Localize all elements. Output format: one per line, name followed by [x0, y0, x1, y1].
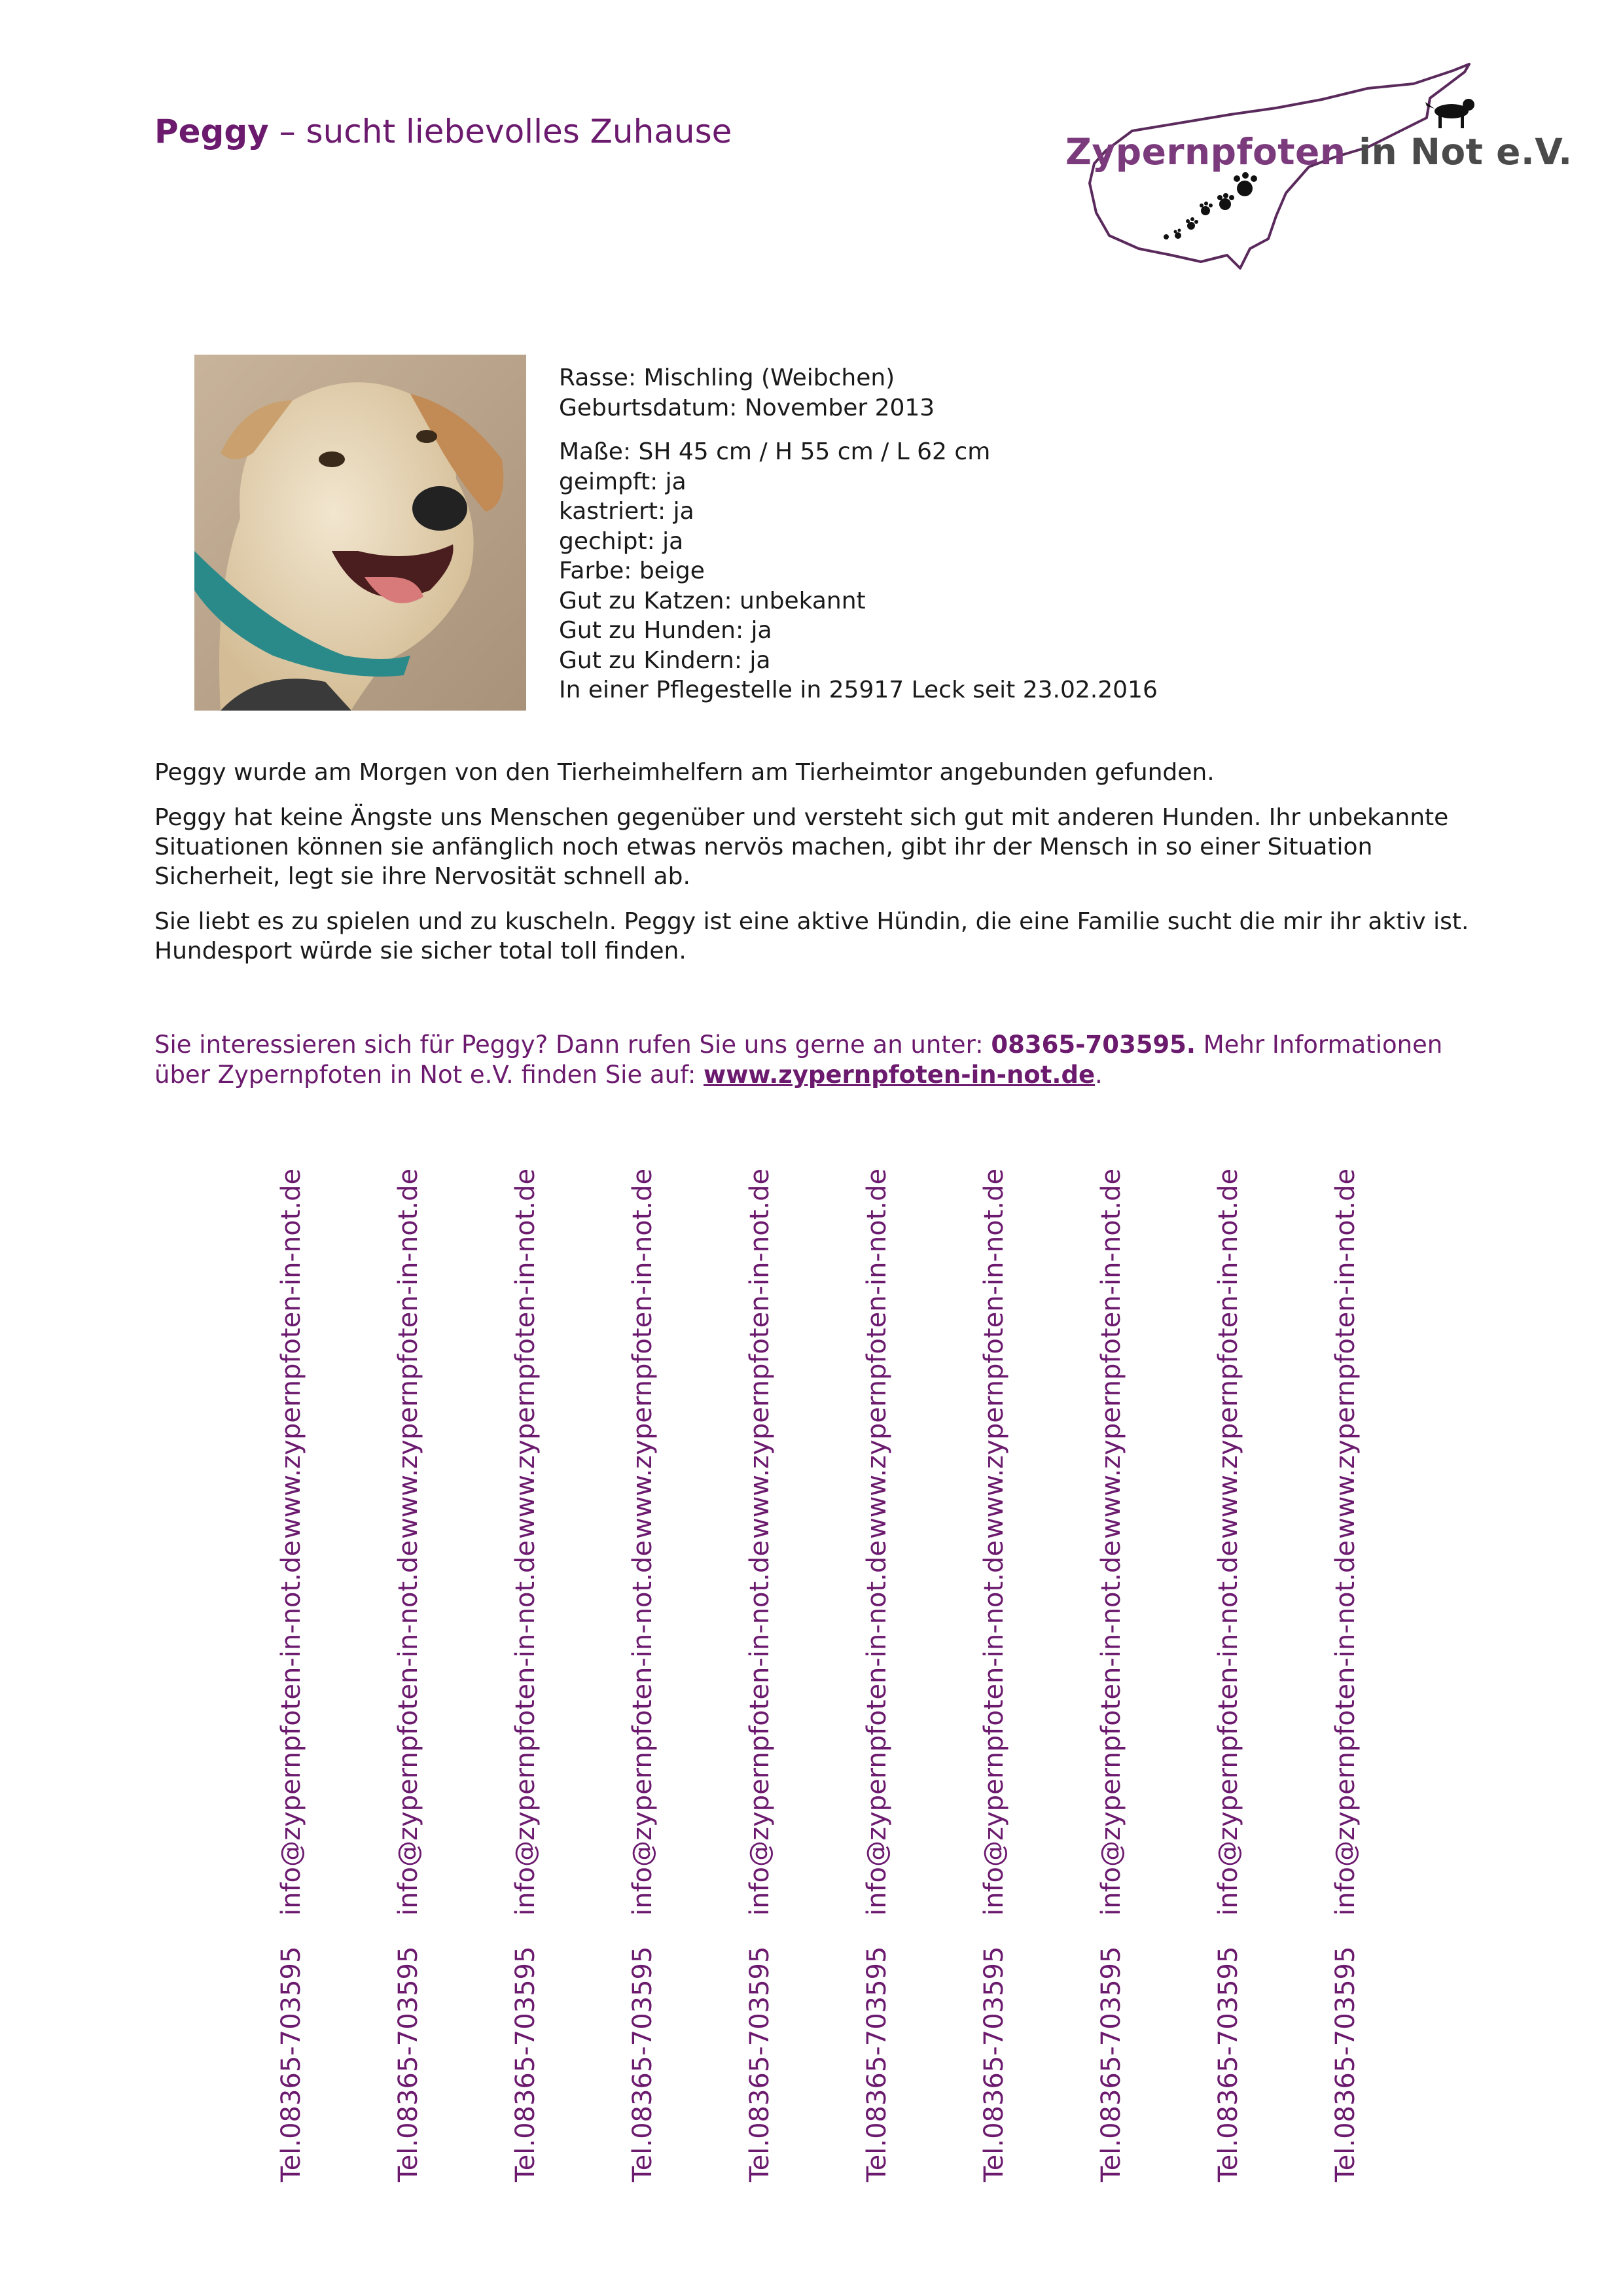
- tab-website: www.zypernpfoten-in-not.de: [510, 1168, 541, 1539]
- tab-phone: Tel.08365-703595: [1330, 1946, 1361, 2182]
- contact-phone: 08365-703595.: [991, 1031, 1196, 1059]
- description-paragraph-2: Peggy hat keine Ängste uns Menschen gegenüber und versteht sich gut mit anderen Hunden. Ihr unbekannte Situationen können sie anfänglich noch etwas nervös machen, gibt ihr der Mensch in so einer Situation Sicherheit, legt sie ihre Nervosität schnell ab.: [154, 804, 1449, 890]
- tab-phone: Tel.08365-703595: [276, 1946, 306, 2182]
- tab-website: www.zypernpfoten-in-not.de: [1096, 1168, 1126, 1539]
- description-paragraph-1: Peggy wurde am Morgen von den Tierheimhelfern am Tierheimtor angebunden gefunden.: [154, 759, 1215, 786]
- tab-website: www.zypernpfoten-in-not.de: [628, 1168, 658, 1539]
- contact-lead: Sie interessieren sich für Peggy? Dann rufen Sie uns gerne an unter:: [154, 1031, 991, 1059]
- tab-phone: Tel.08365-703595: [510, 1946, 541, 2182]
- fact-kastriert: kastriert: ja: [559, 498, 694, 525]
- fact-farbe: Farbe: beige: [559, 557, 705, 584]
- fact-hunde: Gut zu Hunden: ja: [559, 617, 772, 644]
- tab-website: www.zypernpfoten-in-not.de: [393, 1168, 423, 1539]
- description: [154, 758, 1489, 981]
- fact-masse: Maße: SH 45 cm / H 55 cm / L 62 cm: [559, 438, 991, 465]
- tab-phone: Tel.08365-703595: [628, 1946, 658, 2182]
- fact-katzen: Gut zu Katzen: unbekannt: [559, 587, 866, 614]
- tab-website: www.zypernpfoten-in-not.de: [1330, 1168, 1361, 1539]
- tab-phone: Tel.08365-703595: [1096, 1946, 1126, 2182]
- tab-website: www.zypernpfoten-in-not.de: [862, 1168, 892, 1539]
- description-paragraph-3: Sie liebt es zu spielen und zu kuscheln. Peggy ist eine aktive Hündin, die eine Familie sucht die mir ihr aktiv ist. Hundesport würde sie sicher total toll finden.: [154, 908, 1469, 964]
- page-title: [154, 113, 732, 150]
- paw-prints-icon: [1164, 172, 1257, 239]
- organization-logo: [1060, 59, 1573, 288]
- tab-email: info@zypernpfoten-in-not.de: [862, 1540, 892, 1916]
- logo-text-part1: Zypernpfoten: [1065, 131, 1346, 173]
- tab-phone: Tel.08365-703595: [979, 1946, 1009, 2182]
- dog-facts: [559, 363, 1158, 705]
- tab-phone: Tel.08365-703595: [1213, 1946, 1243, 2182]
- tab-email: info@zypernpfoten-in-not.de: [510, 1540, 541, 1916]
- cyprus-outline-icon: [1060, 59, 1505, 288]
- dog-name: Peggy: [154, 113, 269, 150]
- logo-text-part2: in Not e.V.: [1346, 131, 1573, 173]
- dog-silhouette-icon: [1425, 99, 1474, 128]
- tab-website: www.zypernpfoten-in-not.de: [1213, 1168, 1243, 1539]
- tab-email: info@zypernpfoten-in-not.de: [393, 1540, 423, 1916]
- tab-email: info@zypernpfoten-in-not.de: [628, 1540, 658, 1916]
- fact-rasse: Rasse: Mischling (Weibchen): [559, 364, 895, 391]
- fact-kinder: Gut zu Kindern: ja: [559, 646, 771, 674]
- dog-photo: [194, 355, 526, 711]
- contact-info: [154, 1030, 1503, 1090]
- tab-phone: Tel.08365-703595: [862, 1946, 892, 2182]
- website-link[interactable]: www.zypernpfoten-in-not.de: [704, 1061, 1096, 1089]
- tab-website: www.zypernpfoten-in-not.de: [979, 1168, 1009, 1539]
- tab-email: info@zypernpfoten-in-not.de: [276, 1540, 306, 1916]
- fact-gechipt: gechipt: ja: [559, 527, 684, 555]
- logo-wordmark: [1065, 131, 1573, 173]
- tab-email: info@zypernpfoten-in-not.de: [1330, 1540, 1361, 1916]
- tab-email: info@zypernpfoten-in-not.de: [1096, 1540, 1126, 1916]
- contact-end: .: [1095, 1061, 1103, 1089]
- tab-website: www.zypernpfoten-in-not.de: [745, 1168, 775, 1539]
- tab-email: info@zypernpfoten-in-not.de: [745, 1540, 775, 1916]
- title-tagline: – sucht liebevolles Zuhause: [279, 113, 732, 150]
- tab-phone: Tel.08365-703595: [393, 1946, 423, 2182]
- fact-geburtsdatum: Geburtsdatum: November 2013: [559, 394, 935, 421]
- fact-pflegestelle: In einer Pflegestelle in 25917 Leck seit 23.02.2016: [559, 677, 1158, 703]
- tab-email: info@zypernpfoten-in-not.de: [1213, 1540, 1243, 1916]
- contact-middle: Mehr Informationen über Zypernpfoten in Not e.V. finden Sie auf:: [154, 1031, 1443, 1089]
- tab-website: www.zypernpfoten-in-not.de: [276, 1168, 306, 1539]
- fact-geimpft: geimpft: ja: [559, 468, 687, 495]
- tab-phone: Tel.08365-703595: [745, 1946, 775, 2182]
- tab-email: info@zypernpfoten-in-not.de: [979, 1540, 1009, 1916]
